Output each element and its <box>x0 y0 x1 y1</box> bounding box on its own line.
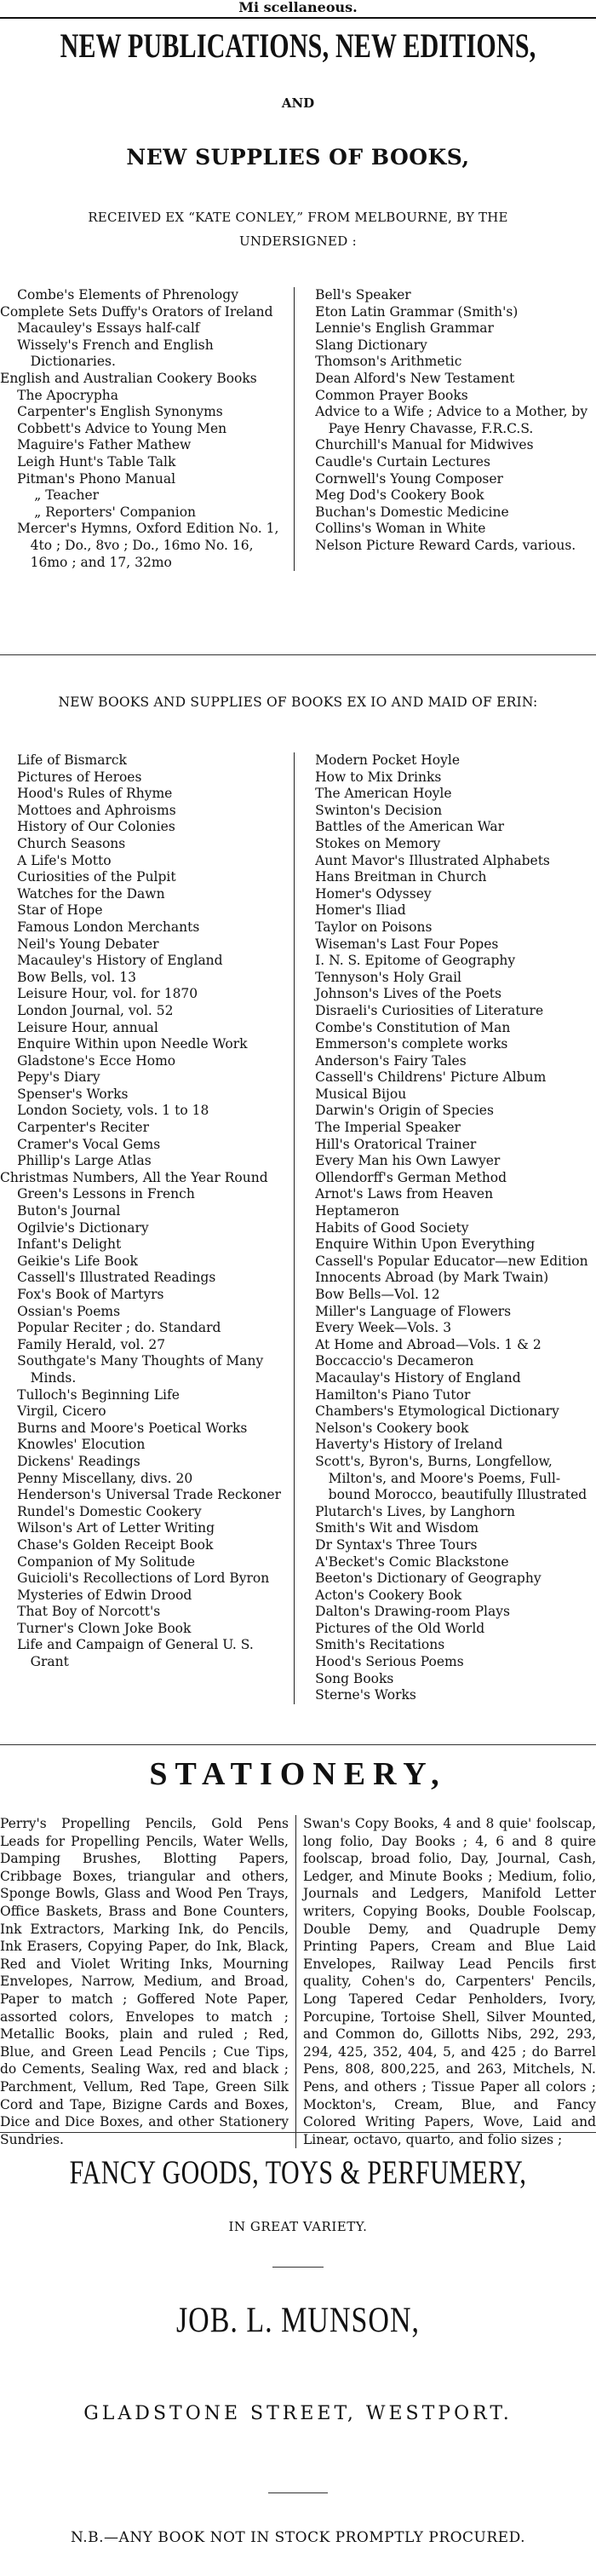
book-entry: Hans Breitman in Church <box>315 869 487 885</box>
book-entry: Wissely's French and English Dictionaries. <box>17 337 214 370</box>
book-entry: Beeton's Dictionary of Geography <box>315 1570 542 1587</box>
book-entry: Carpenter's Reciter <box>17 1120 149 1136</box>
stationery-rule <box>0 2132 596 2133</box>
footer-note: N.B.—ANY BOOK NOT IN STOCK PROMPTLY PROCURED. <box>70 2529 526 2546</box>
ad1-received: RECEIVED EX “KATE CONLEY,” FROM MELBOURNE, BY THE <box>88 210 508 225</box>
book-entry: Pictures of the Old World <box>315 1620 485 1636</box>
book-entry: Ossian's Poems <box>17 1303 121 1319</box>
book-entry: Maguire's Father Mathew <box>17 437 192 453</box>
book-entry: Watches for the Dawn <box>17 885 165 902</box>
ad1-subhead: NEW SUPPLIES OF BOOKS, <box>126 145 470 170</box>
book-entry: Advice to a Wife ; Advice to a Mother, by Paye Henry Chavasse, F.R.C.S. <box>315 404 588 436</box>
book-entry: Thomson's Arithmetic <box>315 354 462 370</box>
book-entry: Turner's Clown Joke Book <box>17 1620 192 1636</box>
book-entry: Star of Hope <box>17 902 103 919</box>
book-entry: Ollendorff's German Method <box>315 1169 507 1185</box>
book-entry: Popular Reciter ; do. Standard <box>17 1320 221 1336</box>
book-entry: Swinton's Decision <box>315 802 443 818</box>
book-entry: Modern Pocket Hoyle <box>315 752 461 768</box>
ad1-rule <box>0 654 596 655</box>
book-entry: Bow Bells—Vol. 12 <box>315 1287 440 1302</box>
book-entry: Curiosities of the Pulpit <box>17 869 176 885</box>
book-entry: Scott's, Byron's, Burns, Longfellow, Milton's, and Moore's Poems, Full-bound Morocco, beautifully Illustrated <box>315 1453 587 1503</box>
book-entry: Dickens' Readings <box>17 1453 140 1469</box>
book-entry: Churchill's Manual for Midwives <box>315 437 534 453</box>
book-entry: Lennie's English Grammar <box>315 320 494 337</box>
book-entry: Battles of the American War <box>315 819 505 835</box>
book-entry: Companion of My Solitude <box>17 1553 196 1570</box>
book-entry: Boccaccio's Decameron <box>315 1353 474 1369</box>
book-entry: Pictures of Heroes <box>17 769 142 785</box>
book-entry: Macaulay's History of England <box>315 1369 521 1386</box>
book-entry: Knowles' Elocution <box>17 1437 146 1453</box>
book-entry: Disraeli's Curiosities of Literature <box>315 1002 544 1018</box>
book-entry: Macauley's History of England <box>17 953 223 969</box>
ad1-right-column <box>294 287 596 571</box>
book-entry: Henderson's Universal Trade Reckoner <box>17 1487 281 1503</box>
book-entry: Dalton's Drawing-room Plays <box>315 1604 510 1620</box>
book-entry: Dean Alford's New Testament <box>315 370 515 386</box>
stationery-left-text: Perry's Propelling Pencils, Gold Pens Leads for Propelling Pencils, Water Wells, Damping Brushes, Blotting Papers, Cribbage Boxes, triangular and others, Sponge Bowls, Glass and Wood Pen Trays, Office Baskets, Brass and Bone Counters, Ink Extractors, Marking Ink, do Pencils, Ink Erasers, Copying Paper, do Ink, Black, Red and Violet Writing Inks, Mourning Envelopes, Narrow, Medium, and Broad, Paper to match ; Goffered Note Paper, assorted colors, Envelopes to match ; Metallic Books, plain and ruled ; Red, Blue, and Green Lead Pencils ; Cue Tips, do Cements, Sealing Wax, red and black ; Parchment, Vellum, Red Tape, Green Silk Cord and Tape, Bizigne Cards and Boxes, Dice and Dice Boxes, and other Stationery Sundries. <box>0 1816 289 2147</box>
book-entry: Collins's Woman in White <box>315 521 486 537</box>
book-entry: Sterne's Works <box>315 1687 416 1703</box>
footer-rule <box>268 2492 328 2493</box>
book-entry: Caudle's Curtain Lectures <box>315 453 490 470</box>
book-entry: Gladstone's Ecce Homo <box>17 1052 176 1069</box>
proprietor-name: JOB. L. MUNSON, <box>175 2301 421 2341</box>
book-entry: Fox's Book of Martyrs <box>17 1287 164 1302</box>
book-entry: Bow Bells, vol. 13 <box>17 969 136 985</box>
book-entry: Hood's Rules of Rhyme <box>17 786 173 802</box>
book-entry: Enquire Within Upon Everything <box>315 1236 536 1253</box>
book-entry: Hill's Oratorical Trainer <box>315 1136 477 1152</box>
book-entry: Stokes on Memory <box>315 835 441 851</box>
book-entry: Chase's Golden Receipt Book <box>17 1536 214 1553</box>
book-entry: Infant's Delight <box>17 1236 122 1253</box>
book-entry: I. N. S. Epitome of Geography <box>315 953 516 969</box>
book-entry: Habits of Good Society <box>315 1219 469 1236</box>
book-entry: Mercer's Hymns, Oxford Edition No. 1, 4to ; Do., 8vo ; Do., 16mo No. 16, 16mo ; and 17, 32mo <box>17 521 279 570</box>
book-entry: Tulloch's Beginning Life <box>17 1386 180 1403</box>
book-entry: The Apocrypha <box>17 387 119 403</box>
book-entry: Cobbett's Advice to Young Men <box>17 420 227 436</box>
book-entry: Wilson's Art of Letter Writing <box>17 1520 215 1536</box>
ad2-rule <box>0 1744 596 1745</box>
book-entry: Darwin's Origin of Species <box>315 1103 494 1119</box>
book-entry: That Boy of Norcott's <box>17 1604 161 1620</box>
book-entry: Homer's Iliad <box>315 902 406 919</box>
book-entry: Cassell's Illustrated Readings <box>17 1270 216 1286</box>
fancy-sub: IN GREAT VARIETY. <box>228 2219 368 2234</box>
book-entry: Buton's Journal <box>17 1203 121 1219</box>
stationery-left-column <box>0 1815 295 2148</box>
book-entry: Cornwell's Young Composer <box>315 470 503 487</box>
book-entry: Church Seasons <box>17 835 126 851</box>
book-entry: Burns and Moore's Poetical Works <box>17 1420 248 1436</box>
book-entry: Carpenter's English Synonyms <box>17 404 223 420</box>
book-entry: Combe's Constitution of Man <box>315 1019 511 1035</box>
book-entry: Rundel's Domestic Cookery <box>17 1503 202 1519</box>
book-entry: Dr Syntax's Three Tours <box>315 1536 478 1553</box>
book-entry: Song Books <box>315 1670 394 1686</box>
book-entry: Virgil, Cicero <box>17 1403 106 1420</box>
ad2-columns <box>0 752 596 1704</box>
book-entry: Tennyson's Holy Grail <box>315 969 462 985</box>
signature-rule <box>272 2267 324 2268</box>
book-entry: Eton Latin Grammar (Smith's) <box>315 303 519 320</box>
book-entry: The Imperial Speaker <box>315 1120 461 1136</box>
book-entry: „ Teacher <box>34 487 100 504</box>
book-entry: Slang Dictionary <box>315 337 427 353</box>
book-entry: Neil's Young Debater <box>17 936 159 952</box>
book-entry: Life and Campaign of General U. S. Grant <box>17 1637 254 1670</box>
book-entry: Complete Sets Duffy's Orators of Ireland <box>0 303 273 320</box>
ad2-heading: NEW BOOKS AND SUPPLIES OF BOOKS EX IO AND MAID OF ERIN: <box>58 694 538 710</box>
book-entry: Musical Bijou <box>315 1086 407 1102</box>
book-entry: Smith's Recitations <box>315 1637 445 1653</box>
book-entry: Mottoes and Aphroisms <box>17 802 176 818</box>
book-entry: Nelson's Cookery book <box>315 1420 469 1436</box>
book-entry: Pitman's Phono Manual <box>17 470 176 487</box>
book-entry: A'Becket's Comic Blackstone <box>315 1553 509 1570</box>
book-entry: Christmas Numbers, All the Year Round <box>0 1169 268 1185</box>
book-entry: Plutarch's Lives, by Langhorn <box>315 1503 515 1519</box>
book-entry: Meg Dod's Cookery Book <box>315 487 484 504</box>
fancy-heading: FANCY GOODS, TOYS & PERFUMERY, <box>69 2154 527 2191</box>
book-entry: Combe's Elements of Phrenology <box>17 287 238 303</box>
book-entry: Common Prayer Books <box>315 387 468 403</box>
book-entry: Acton's Cookery Book <box>315 1587 462 1603</box>
book-entry: Macauley's Essays half-calf <box>17 320 200 337</box>
book-entry: Haverty's History of Ireland <box>315 1437 503 1453</box>
ad2-right-column <box>294 752 596 1704</box>
ad1-columns <box>0 287 596 571</box>
book-entry: Buchan's Domestic Medicine <box>315 504 509 520</box>
section-header: Mi scellaneous. <box>238 0 358 15</box>
book-entry: „ Reporters' Companion <box>34 504 197 520</box>
proprietor-address: GLADSTONE STREET, WESTPORT. <box>83 2403 513 2424</box>
book-entry: Famous London Merchants <box>17 919 200 935</box>
book-entry: Guicioli's Recollections of Lord Byron <box>17 1570 270 1587</box>
header-rule <box>0 17 596 19</box>
book-entry: Chambers's Etymological Dictionary <box>315 1403 559 1420</box>
book-entry: Bell's Speaker <box>315 287 411 303</box>
ad1-and: AND <box>281 95 315 111</box>
book-entry: Every Man his Own Lawyer <box>315 1153 501 1169</box>
book-entry: History of Our Colonies <box>17 819 175 835</box>
book-entry: Every Week—Vols. 3 <box>315 1320 452 1336</box>
book-entry: Green's Lessons in French <box>17 1186 195 1202</box>
book-entry: At Home and Abroad—Vols. 1 & 2 <box>315 1336 542 1352</box>
book-entry: Ogilvie's Dictionary <box>17 1219 149 1236</box>
book-entry: Life of Bismarck <box>17 752 127 768</box>
book-entry: Family Herald, vol. 27 <box>17 1336 166 1352</box>
book-entry: Heptameron <box>315 1203 399 1219</box>
book-entry: Smith's Wit and Wisdom <box>315 1520 479 1536</box>
book-entry: Southgate's Many Thoughts of Many Minds. <box>17 1353 264 1386</box>
book-entry: Spenser's Works <box>17 1086 129 1102</box>
book-entry: Cramer's Vocal Gems <box>17 1136 161 1152</box>
book-entry: Homer's Odyssey <box>315 885 432 902</box>
book-entry: Johnson's Lives of the Poets <box>315 986 501 1002</box>
book-entry: Arnot's Laws from Heaven <box>315 1186 494 1202</box>
book-entry: Innocents Abroad (by Mark Twain) <box>315 1270 549 1286</box>
book-entry: Pepy's Diary <box>17 1069 100 1086</box>
book-entry: Enquire Within upon Needle Work <box>17 1036 248 1052</box>
book-entry: How to Mix Drinks <box>315 769 442 785</box>
book-entry: A Life's Motto <box>17 852 112 868</box>
ad1-left-column <box>0 287 294 571</box>
book-entry: Cassell's Popular Educator—new Edition <box>315 1253 588 1269</box>
book-entry: Leigh Hunt's Table Talk <box>17 453 176 470</box>
stationery-heading: STATIONERY, <box>149 1756 447 1792</box>
book-entry: Geikie's Life Book <box>17 1253 138 1269</box>
book-entry: Mysteries of Edwin Drood <box>17 1587 192 1603</box>
stationery-right-text: Swan's Copy Books, 4 and 8 quie' foolscap, long folio, Day Books ; 4, 6 and 8 quire foolscap, broad folio, Day, Journal, Cash, Ledger, and Minute Books ; Medium, folio, Journals and Ledgers, Manifold Letter writers, Copying Books, Double Foolscap, Double Demy, and Quadruple Demy Printing Papers, Cream and Blue Laid Envelopes, Railway Lead Pencils first quality, Cohen's do, Carpenters' Pencils, Long Tapered Cedar Penholders, Ivory, Porcupine, Tortoise Shell, Silver Mounted, and Common do, Gillotts Nibs, 292, 293, 294, 425, 352, 404, 5, and 425 ; do Barrel Pens, 808, 800,225, and 263, Mitchels, N. Pens, and others ; Tissue Paper all colors ; Mockton's, Cream, Blue, and Fancy Colored Writing Papers, Wove, Laid and Linear, octavo, quarto, and folio sizes ; <box>303 1816 596 2147</box>
book-entry: Miller's Language of Flowers <box>315 1303 512 1319</box>
book-entry: London Society, vols. 1 to 18 <box>17 1103 209 1119</box>
book-entry: Anderson's Fairy Tales <box>315 1052 467 1069</box>
book-entry: English and Australian Cookery Books <box>0 370 257 386</box>
book-entry: Aunt Mavor's Illustrated Alphabets <box>315 852 550 868</box>
stationery-columns <box>0 1815 596 2148</box>
stationery-right-column <box>295 1815 596 2148</box>
book-entry: Leisure Hour, annual <box>17 1019 158 1035</box>
book-entry: London Journal, vol. 52 <box>17 1002 174 1018</box>
ad2-left-column <box>0 752 294 1704</box>
book-entry: Hamilton's Piano Tutor <box>315 1386 471 1403</box>
book-entry: Leisure Hour, vol. for 1870 <box>17 986 198 1002</box>
ad1-headline: NEW PUBLICATIONS, NEW EDITIONS, <box>60 27 536 66</box>
book-entry: Hood's Serious Poems <box>315 1654 464 1670</box>
book-entry: Phillip's Large Atlas <box>17 1153 152 1169</box>
book-entry: Cassell's Childrens' Picture Album <box>315 1069 547 1086</box>
book-entry: The American Hoyle <box>315 786 452 802</box>
book-entry: Nelson Picture Reward Cards, various. <box>315 537 576 553</box>
ad1-undersigned: UNDERSIGNED : <box>238 233 358 249</box>
book-entry: Emmerson's complete works <box>315 1036 508 1052</box>
book-entry: Wiseman's Last Four Popes <box>315 936 499 952</box>
book-entry: Penny Miscellany, divs. 20 <box>17 1470 193 1486</box>
book-entry: Taylor on Poisons <box>315 919 433 935</box>
